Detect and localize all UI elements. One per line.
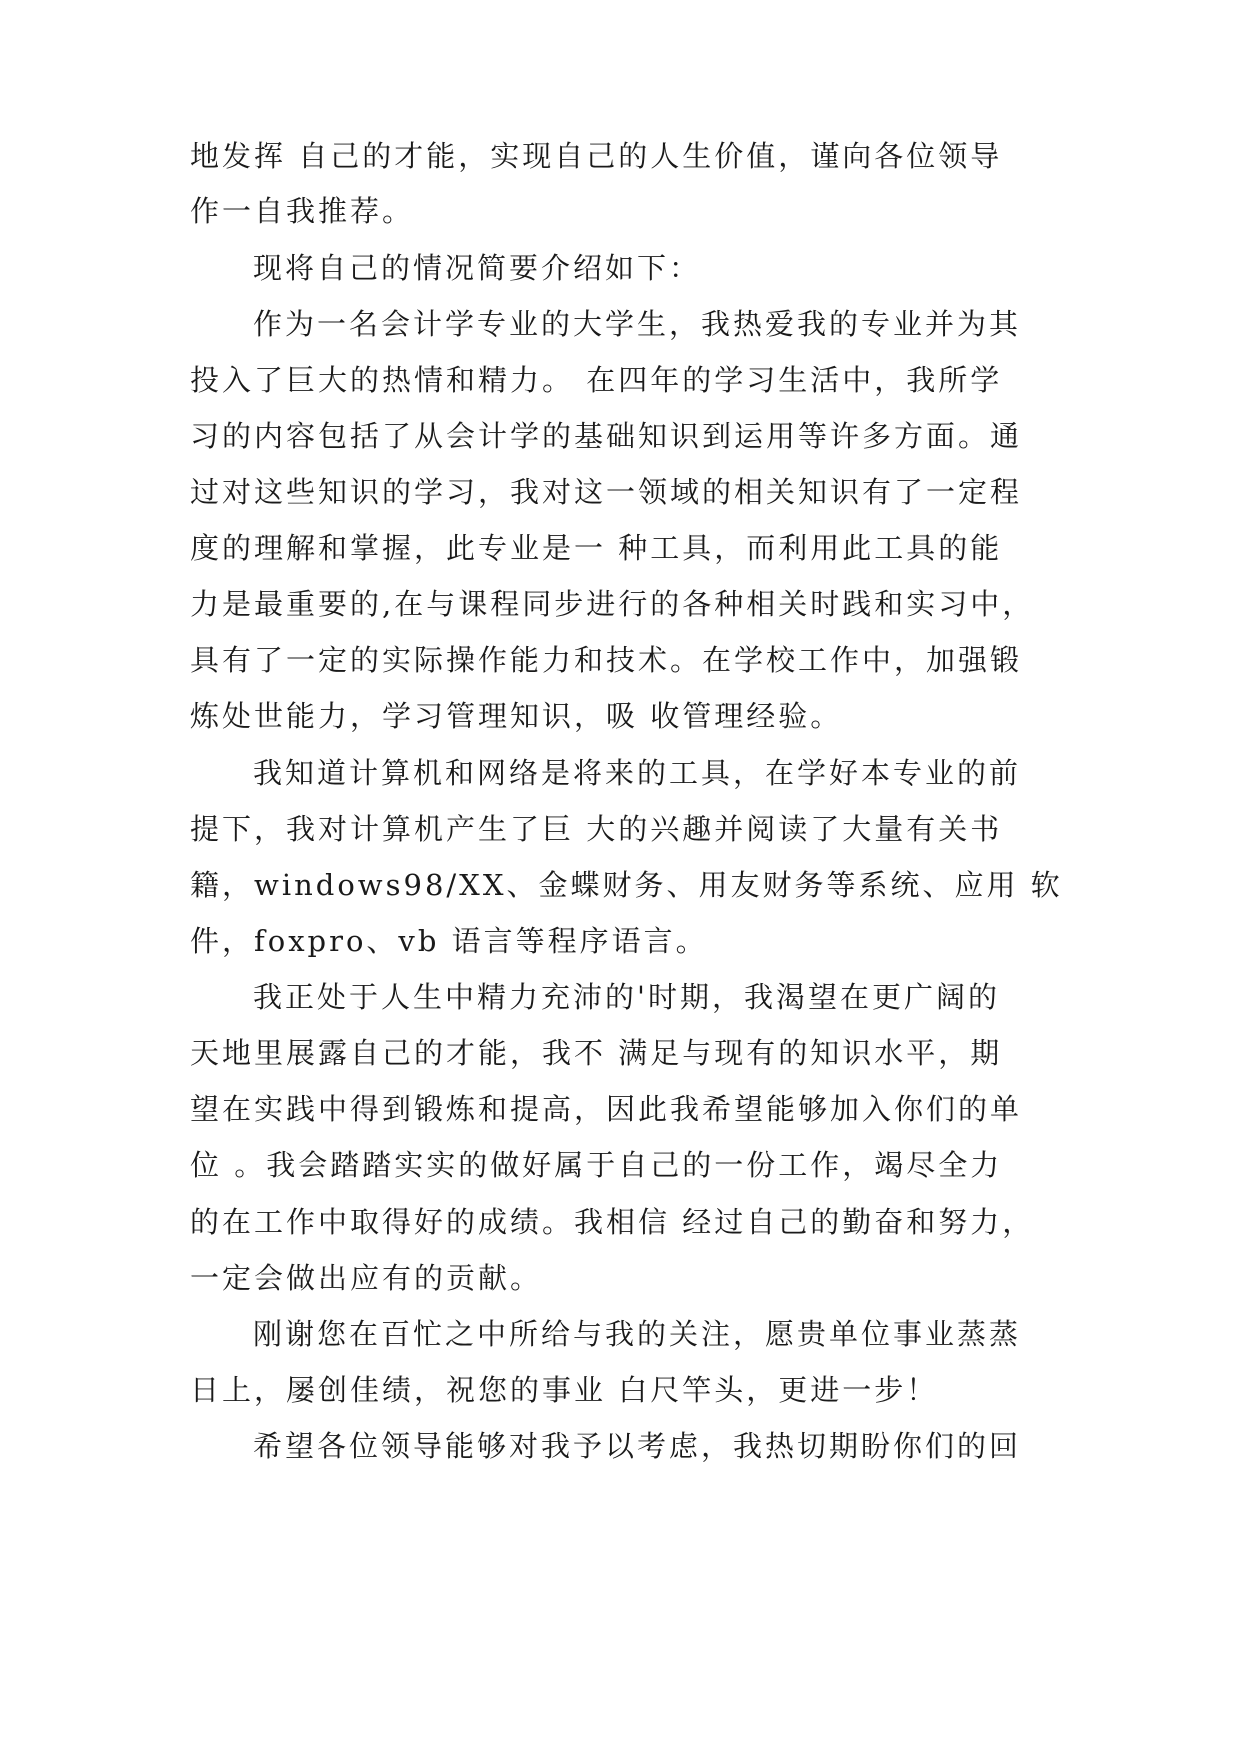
text-line: 日上，屡创佳绩，祝您的事业 白尺竿头，更进一步！ [190, 1373, 939, 1407]
text-line: 望在实践中得到锻炼和提高，因此我希望能够加入你们的单 [190, 1092, 1023, 1126]
text-line: 位 。我会踏踏实实的做好属于自己的一份工作，竭尽全力 [190, 1148, 1003, 1182]
text-line: 度的理解和掌握，此专业是一 种工具，而利用此工具的能 [190, 531, 1003, 565]
text-line: 刚谢您在百忙之中所给与我的关注，愿贵单位事业蒸蒸 [253, 1317, 1022, 1351]
text-line: 投入了巨大的热情和精力。 在四年的学习生活中，我所学 [190, 363, 1003, 397]
text-line: 炼处世能力，学习管理知识，吸 收管理经验。 [190, 699, 843, 733]
text-line: 天地里展露自己的才能，我不 满足与现有的知识水平，期 [190, 1036, 1003, 1070]
text-line: 具有了一定的实际操作能力和技术。在学校工作中，加强锻 [190, 643, 1023, 677]
text-line: 作一自我推荐。 [190, 194, 415, 228]
text-line: 作为一名会计学专业的大学生，我热爱我的专业并为其 [253, 307, 1022, 341]
text-line: 的在工作中取得好的成绩。我相信 经过自己的勤奋和努力， [190, 1205, 1035, 1239]
text-line: 我正处于人生中精力充沛的'时期，我渴望在更广阔的 [253, 980, 1000, 1014]
text-line: 力是最重要的,在与课程同步进行的各种相关时践和实习中， [190, 587, 1035, 621]
text-line: 希望各位领导能够对我予以考虑，我热切期盼你们的回 [253, 1429, 1022, 1463]
text-line: 现将自己的情况简要介绍如下： [253, 251, 702, 285]
text-line: 一定会做出应有的贡献。 [190, 1261, 543, 1295]
text-line: 地发挥 自己的才能，实现自己的人生价值，谨向各位领导 [190, 139, 1003, 173]
text-line: 籍，windows98/XX、金蝶财务、用友财务等系统、应用 软 [190, 868, 1063, 902]
text-line: 件，foxpro、vb 语言等程序语言。 [190, 924, 708, 958]
text-line: 过对这些知识的学习，我对这一领域的相关知识有了一定程 [190, 475, 1023, 509]
text-line: 提下，我对计算机产生了巨 大的兴趣并阅读了大量有关书 [190, 812, 1003, 846]
text-line: 我知道计算机和网络是将来的工具，在学好本专业的前 [253, 756, 1022, 790]
text-line: 习的内容包括了从会计学的基础知识到运用等许多方面。通 [190, 419, 1023, 453]
